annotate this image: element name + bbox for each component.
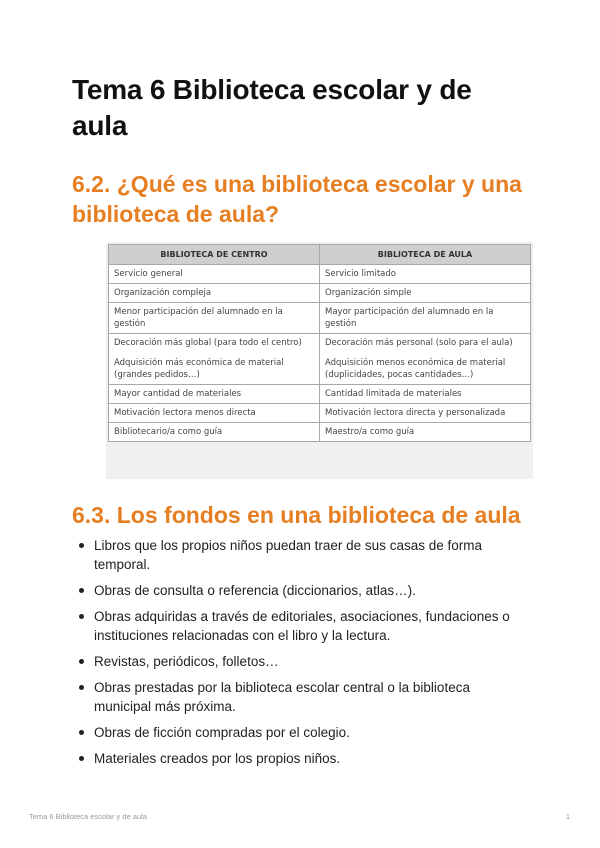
cell-text: Organización compleja — [114, 288, 212, 298]
column-header-aula: BIBLIOTECA DE AULA — [320, 245, 531, 265]
bullet-icon — [79, 543, 84, 548]
cell-centro — [109, 303, 320, 334]
cell-aula — [320, 284, 531, 303]
cell-text: Maestro/a como guía — [325, 427, 415, 437]
cell-centro — [109, 265, 320, 284]
table-row — [109, 284, 531, 303]
bullet-icon — [79, 588, 84, 593]
bullet-icon — [79, 659, 84, 664]
cell-aula — [320, 303, 531, 334]
table-row — [109, 404, 531, 423]
page-title: Tema 6 Biblioteca escolar y de aula — [72, 74, 472, 141]
list-item — [72, 581, 528, 600]
table-row — [109, 423, 531, 442]
cell-text: Mayor participación del alumnado en la gestión — [325, 307, 494, 329]
list-item-text: Revistas, periódicos, folletos… — [94, 654, 279, 669]
bullet-icon — [79, 730, 84, 735]
section-heading-fondos: 6.3. Los fondos en una biblioteca de aula — [72, 502, 521, 528]
list-item — [72, 723, 528, 742]
cell-aula — [320, 265, 531, 284]
cell-text: Servicio limitado — [325, 269, 396, 279]
comparison-table-frame — [106, 242, 533, 479]
cell-text: Decoración más global (para todo el centro) — [114, 338, 302, 348]
cell-centro — [109, 404, 320, 423]
cell-centro — [109, 423, 320, 442]
list-item — [72, 678, 528, 716]
list-item — [72, 607, 528, 645]
cell-aula — [320, 423, 531, 442]
table-row — [109, 334, 531, 385]
cell-text: Organización simple — [325, 288, 412, 298]
cell-aula — [320, 404, 531, 423]
table-row — [109, 303, 531, 334]
section-heading-definition: 6.2. ¿Qué es una biblioteca escolar y una biblioteca de aula? — [72, 171, 522, 227]
list-item-text: Obras de ficción compradas por el colegio. — [94, 725, 350, 740]
cell-text: Servicio general — [114, 269, 183, 279]
list-item-text: Obras adquiridas a través de editoriales, asociaciones, fundaciones o instituciones relacionadas con el libro y la lectura. — [94, 609, 510, 643]
cell-text: Mayor cantidad de materiales — [114, 389, 242, 399]
cell-text: Motivación lectora menos directa — [114, 408, 256, 418]
cell-text: Decoración más personal (solo para el aula) — [325, 338, 513, 348]
column-header-centro: BIBLIOTECA DE CENTRO — [109, 245, 320, 265]
table-row — [109, 265, 531, 284]
table-header-row — [109, 245, 531, 265]
cell-text: Bibliotecario/a como guía — [114, 427, 223, 437]
list-item-text: Obras prestadas por la biblioteca escolar central o la biblioteca municipal más próxima. — [94, 680, 470, 714]
footer-page-number: 1 — [565, 812, 570, 821]
list-item — [72, 652, 528, 671]
cell-text: Motivación lectora directa y personalizada — [325, 408, 506, 418]
list-item — [72, 749, 528, 768]
table-body — [109, 265, 531, 442]
bullet-icon — [79, 685, 84, 690]
comparison-table — [108, 244, 531, 442]
footer-title: Tema 6 Biblioteca escolar y de aula — [29, 812, 147, 821]
cell-text: Adquisición menos económica de material (duplicidades, pocas cantidades…) — [325, 358, 506, 380]
cell-centro — [109, 334, 320, 385]
cell-text: Cantidad limitada de materiales — [325, 389, 462, 399]
table-row — [109, 385, 531, 404]
cell-aula — [320, 385, 531, 404]
cell-text: Adquisición más económica de material (grandes pedidos…) — [114, 358, 284, 380]
cell-centro — [109, 385, 320, 404]
bullet-icon — [79, 614, 84, 619]
list-item — [72, 536, 528, 574]
cell-centro — [109, 284, 320, 303]
fondos-list — [72, 536, 528, 775]
list-item-text: Libros que los propios niños puedan traer de sus casas de forma temporal. — [94, 538, 482, 572]
cell-text: Menor participación del alumnado en la gestión — [114, 307, 283, 329]
list-item-text: Obras de consulta o referencia (diccionarios, atlas…). — [94, 583, 416, 598]
list-item-text: Materiales creados por los propios niños. — [94, 751, 341, 766]
cell-aula — [320, 334, 531, 385]
bullet-icon — [79, 756, 84, 761]
